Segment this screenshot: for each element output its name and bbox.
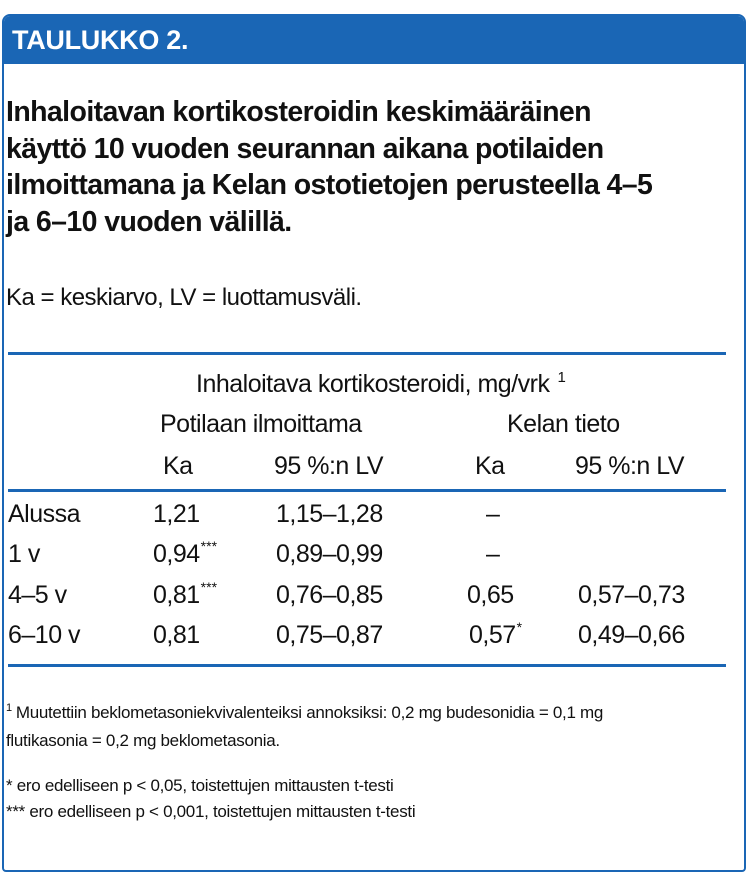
significance-marker: *** [200,579,218,595]
cell-kela-ka [486,540,500,569]
bottom-rule [8,664,726,667]
header-col-group-patient: Potilaan ilmoittama [160,410,362,438]
cell-patient-lv: 1,15–1,28 [276,500,383,528]
top-rule [8,352,726,355]
title-line: ja 6–10 vuoden välillä. [6,205,292,238]
header-sub-ka-kela: Ka [475,452,505,480]
value: 0,57 [469,621,516,649]
cell-patient-lv: 0,89–0,99 [276,540,383,568]
row-label: 1 v [8,540,40,568]
value: 0,94 [153,540,200,568]
cell-patient-ka [153,581,217,610]
significance-marker: * [516,619,523,635]
table-title [6,94,740,240]
value: – [486,500,500,528]
row-label: 4–5 v [8,581,67,609]
significance-marker: *** [200,538,218,554]
header-group-sup: 1 [557,369,566,386]
cell-patient-ka [153,500,201,529]
cell-kela-lv: 0,49–0,66 [578,621,685,649]
title-line: ilmoittamana ja Kelan ostotietojen perusteella 4–5 [6,169,653,201]
table-subtitle: Ka = keskiarvo, LV = luottamusväli. [6,284,362,311]
header-sub-lv-patient: 95 %:n LV [274,452,384,480]
title-line: Inhaloitavan kortikosteroidin keskimääräinen [6,96,591,128]
cell-patient-ka [153,621,201,650]
value: 0,81 [153,621,200,649]
cell-patient-lv: 0,75–0,87 [276,621,383,649]
value: 0,81 [153,581,200,609]
footnote-1-line-2: flutikasonia = 0,2 mg beklometasonia. [6,731,280,750]
table-label-banner: TAULUKKO 2. [4,16,744,64]
footnote-1-line-1: Muutettiin beklometasoniekvivalenteiksi annoksiksi: 0,2 mg budesonidia = 0,1 mg [15,703,604,722]
header-group [196,370,565,399]
cell-patient-lv: 0,76–0,85 [276,581,383,609]
cell-kela-ka [467,581,515,610]
header-sub-lv-kela: 95 %:n LV [575,452,685,480]
header-rule [8,489,726,492]
cell-patient-ka [153,540,217,569]
cell-kela-lv: 0,57–0,73 [578,581,685,609]
value: 1,21 [153,500,200,528]
footnote-1 [6,703,603,723]
value: 0,65 [467,581,514,609]
value: – [486,540,500,568]
title-line: käyttö 10 vuoden seurannan aikana potilaiden [6,132,604,165]
row-label: 6–10 v [8,621,81,649]
footnote-1-sup: 1 [6,702,12,714]
cell-kela-ka [469,621,522,650]
cell-kela-ka [486,500,500,529]
footnote-3: *** ero edelliseen p < 0,001, toistettujen mittausten t-testi [6,802,416,821]
row-label: Alussa [8,500,81,528]
header-group-text: Inhaloitava kortikosteroidi, mg/vrk [196,370,550,398]
header-col-group-kela: Kelan tieto [507,410,620,438]
footnote-2: * ero edelliseen p < 0,05, toistettujen mittausten t-testi [6,776,394,795]
header-sub-ka-patient: Ka [163,452,193,480]
